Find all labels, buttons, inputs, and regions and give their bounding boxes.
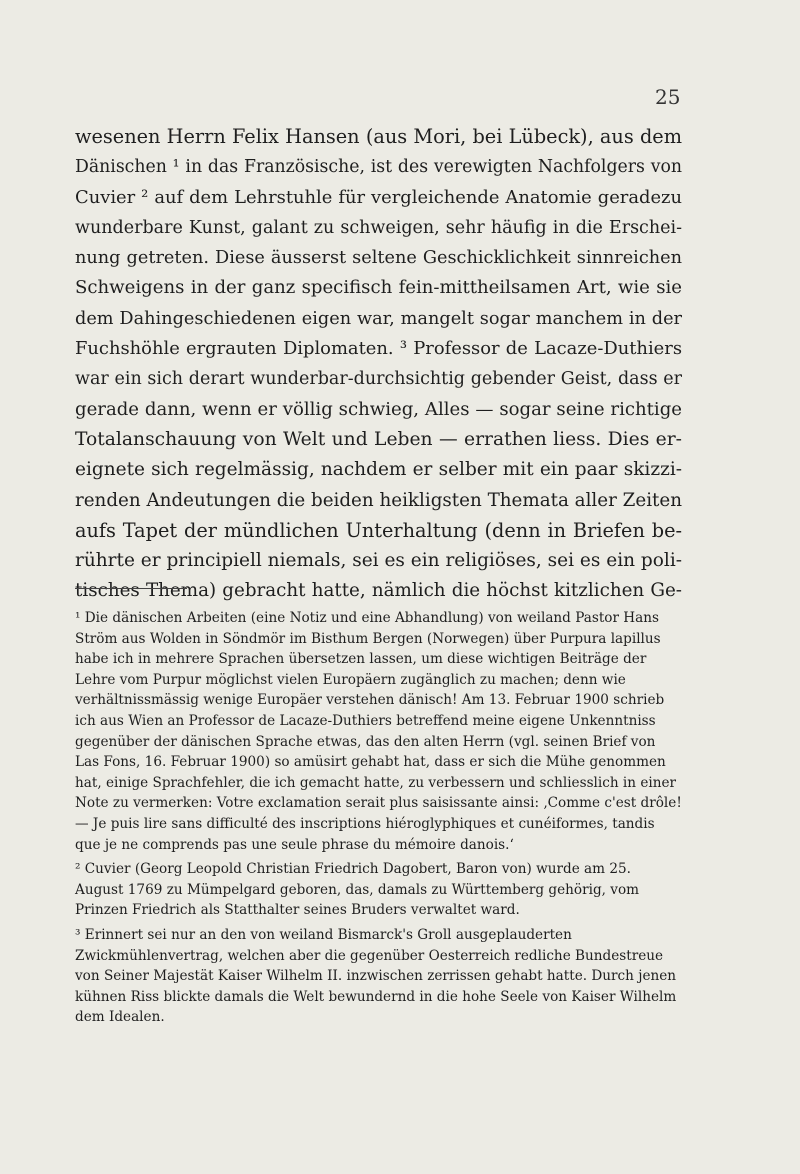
footnote-1: ¹ Die dänischen Arbeiten (eine Notiz und eine Abhandlung) von weiland Pastor Hans Ström aus Wolden in Söndmör im Bisthum Bergen (Norwegen) über Purpura lapillus habe ich in mehrere Sprachen übersetzen lassen, um diese wichtigen Beiträge der Lehre vom Purpur möglichst vielen Europäern zugänglich zu machen; denn wie verhältnissmässig wenige Europäer verstehen dänisch! Am 13. Februar 1900 schrieb ich aus Wien an Professor de Lacaze-Duthiers betreffend meine eigene Unkenntniss gegenüber der dänischen Sprache etwas, das den alten Herrn (vgl. seinen Brief von Las Fons, 16. Februar 1900) so amüsirt gehabt hat, dass er sich die Mühe genommen hat, einige Sprachfehler, die ich gemacht hatte, zu verbessern und schliesslich in einer Note zu vermerken: Votre exclamation serait plus saisissante ainsi: ‚Comme c'est drôle! — Je puis lire sans difficulté des inscriptions hiéroglyphiques et cunéiformes, tandis que je ne comprends pas une seule phrase du mémoire danois.‘ [75,610,682,853]
footnote-divider [75,588,187,589]
footnote-2: ² Cuvier (Georg Leopold Christian Friedrich Dagobert, Baron von) wurde am 25. August 1769 zu Mümpelgard geboren, das, damals zu Württemberg gehörig, vom Prinzen Friedrich als Statthalter seines Bruders verwaltet ward. [75,861,640,919]
body-line: Schweigens in der ganz specifisch fein-mittheilsamen Art, wie sie [75,277,682,299]
body-line: Fuchshöhle ergrauten Diplomaten. ³ Professor de Lacaze-Duthiers [75,338,682,360]
page-number: 25 [655,85,681,109]
body-line: aufs Tapet der mündlichen Unterhaltung (denn in Briefen be- [75,518,682,542]
body-line: renden Andeutungen die beiden heikligsten Themata aller Zeiten [75,489,682,511]
body-line: rührte er principiell niemals, sei es ein religiöses, sei es ein poli- [75,550,682,572]
body-text [75,122,682,607]
body-line: war ein sich derart wunderbar-durchsichtig gebender Geist, dass er [75,369,682,390]
footnote-3: ³ Erinnert sei nur an den von weiland Bismarck's Groll ausgeplauderten Zwickmühlenvertrag, welchen aber die gegenüber Oesterreich redliche Bundestreue von Seiner Majestät Kaiser Wilhelm II. inzwischen zerrissen gehabt hatte. Durch jenen kühnen Riss blickte damals die Welt bewundernd in die hohe Seele von Kaiser Wilhelm dem Idealen. [75,926,677,1026]
body-line: Dänischen ¹ in das Französische, ist des verewigten Nachfolgers von [75,157,682,178]
footnotes [75,608,682,1032]
body-line: dem Dahingeschiedenen eigen war, mangelt sogar manchem in der [75,308,682,329]
body-line: Totalanschauung von Welt und Leben — errathen liess. Dies er- [75,428,682,450]
body-line: wunderbare Kunst, galant zu schweigen, sehr häufig in die Erschei- [75,217,682,238]
body-line: wesenen Herrn Felix Hansen (aus Mori, bei Lübeck), aus dem [75,125,682,148]
body-line: nung getreten. Diese äusserst seltene Geschicklichkeit sinnreichen [75,248,682,269]
body-line: eignete sich regelmässig, nachdem er selber mit ein paar skizzi- [75,459,682,481]
body-line: Cuvier ² auf dem Lehrstuhle für vergleichende Anatomie geradezu [75,186,682,208]
body-line: tisches Thema) gebracht hatte, nämlich die höchst kitzlichen Ge- [75,580,682,602]
body-line: gerade dann, wenn er völlig schwieg, Alles — sogar seine richtige [75,398,682,420]
